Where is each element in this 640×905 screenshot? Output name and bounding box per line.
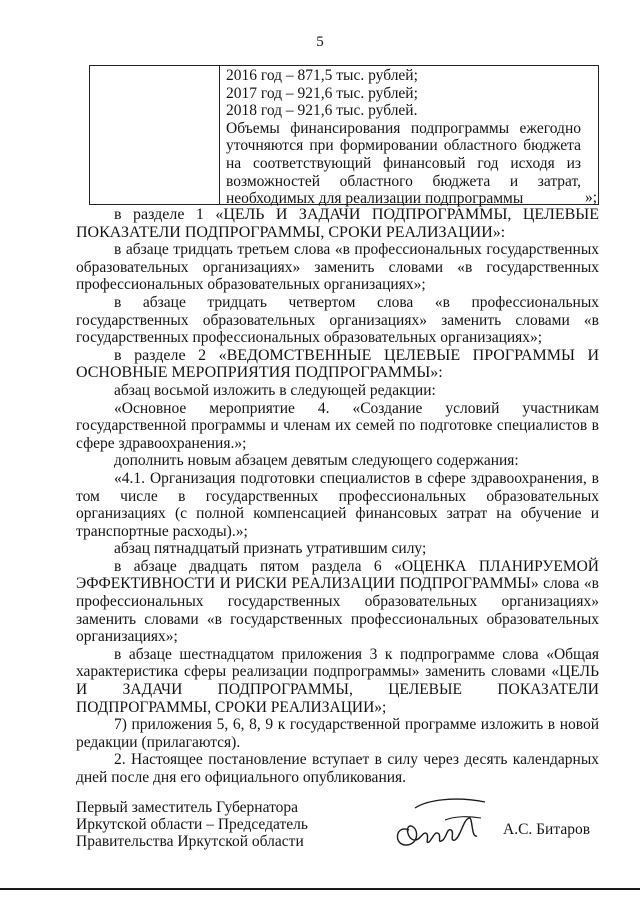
signatory-title (76, 799, 308, 851)
table-right-cell (226, 67, 581, 208)
paragraph: абзац восьмой изложить в следующей редакции: (114, 381, 436, 399)
paragraph: в абзаце тридцать третьем слова «в профессиональных государственных образовательных организациях» заменить словами «в государственных профессиональных образовательных организациях»; (76, 241, 599, 294)
financing-2018-line: 2018 год – 921,6 тыс. рублей. (226, 102, 418, 120)
signatory-title-line: Первый заместитель Губернатора (76, 799, 299, 816)
paragraph: «Основное мероприятие 4. «Создание условий участникам государственной программы и членам их семей по подготовке специалистов в сфере здравоохранения.»; (76, 399, 599, 452)
signer-name: А.С. Битаров (503, 821, 591, 838)
table-closing-quote: »; (585, 189, 598, 206)
paragraph: в разделе 2 «ВЕДОМСТВЕННЫЕ ЦЕЛЕВЫЕ ПРОГРАММЫ И ОСНОВНЫЕ МЕРОПРИЯТИЯ ПОДПРОГРАММЫ»: (76, 346, 599, 382)
paragraph: в абзаце двадцать пятом раздела 6 «ОЦЕНКА ПЛАНИРУЕМОЙ ЭФФЕКТИВНОСТИ И РИСКИ РЕАЛИЗАЦИИ ПОДПРОГРАММЫ» слова «в профессиональных государственных образовательных организациях» заменить словами «в государственных профессиональных образовательных организациях»; (76, 557, 599, 646)
handwritten-signature (385, 790, 495, 858)
financing-note: Объемы финансирования подпрограммы ежегодно уточняются при формировании областного бюджета на соответствующий финансовый год исходя из возможностей областного бюджета и затрат, необходимых для реализации подпрограммы (226, 119, 581, 208)
signatory-title-line: Правительства Иркутской области (76, 833, 304, 851)
financing-2017-line: 2017 год – 921,6 тыс. рублей; (226, 84, 418, 102)
paragraph: в разделе 1 «ЦЕЛЬ И ЗАДАЧИ ПОДПРОГРАММЫ, ЦЕЛЕВЫЕ ПОКАЗАТЕЛИ ПОДПРОГРАММЫ, СРОКИ РЕАЛИЗАЦИИ»: (76, 206, 599, 241)
financing-2016-line: 2016 год – 871,5 тыс. рублей; (226, 67, 418, 84)
signatory-title-line: Иркутской области – Председатель (76, 816, 308, 834)
paragraph: «4.1. Организация подготовки специалистов в сфере здравоохранения, в том числе в государственных профессиональных образовательных организациях (с полной компенсацией финансовых затрат на обучение и транспортные расходы).»; (76, 469, 599, 540)
paragraph: дополнить новым абзацем девятым следующего содержания: (114, 452, 519, 470)
document-body (76, 206, 599, 787)
financing-table (89, 65, 599, 208)
table-left-cell (90, 66, 220, 204)
paragraph: абзац пятнадцатый признать утратившим силу; (114, 540, 427, 558)
paragraph: в абзаце тридцать четвертом слова «в профессиональных государственных образовательных организациях» заменить словами «в государственных профессиональных образовательных организациях»; (76, 293, 599, 347)
page-number: 5 (316, 34, 324, 50)
paragraph: 2. Настоящее постановление вступает в силу через десять календарных дней после дня его официального опубликования. (76, 751, 599, 786)
paragraph: 7) приложения 5, 6, 8, 9 к государственной программе изложить в новой редакции (прилагаются). (76, 716, 599, 751)
paragraph: в абзаце шестнадцатом приложения 3 к подпрограмме слова «Общая характеристика сферы реализации подпрограммы» заменить словами «ЦЕЛЬ И ЗАДАЧИ ПОДПРОГРАММЫ, ЦЕЛЕВЫЕ ПОКАЗАТЕЛИ ПОДПРОГРАММЫ, СРОКИ РЕАЛИЗАЦИИ»; (76, 645, 599, 716)
bottom-rule (0, 888, 640, 890)
